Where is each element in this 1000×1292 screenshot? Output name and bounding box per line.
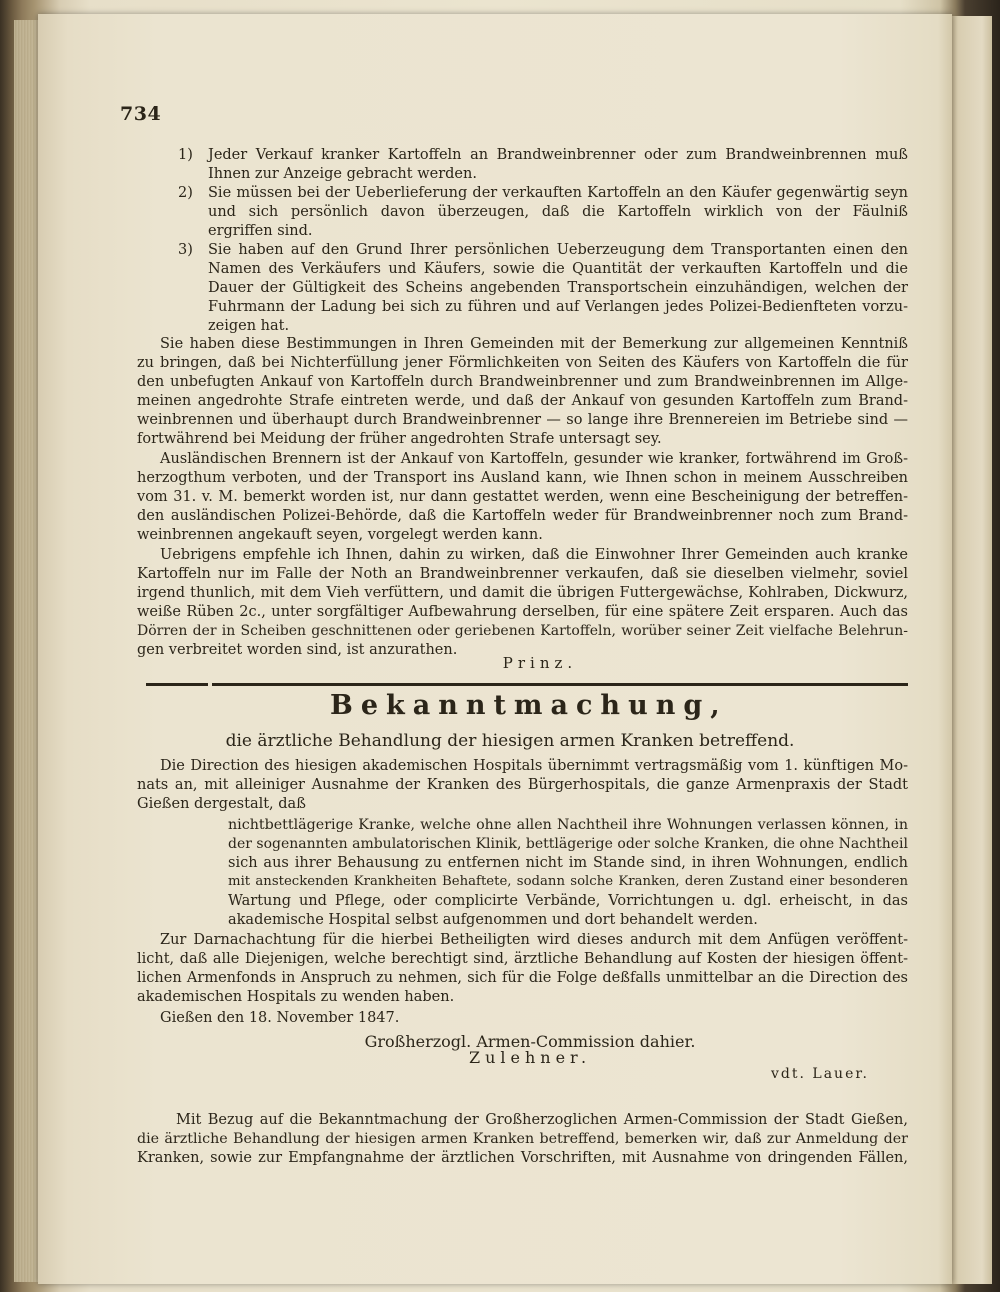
paragraph-line: weinbrennen und überhaupt durch Brandweinbrenner — so lange ihre Brennereien im Betriebe sind —	[137, 412, 908, 428]
issuing-authority: Großherzogl. Armen-Commission dahier.	[364, 1032, 696, 1051]
divider-rule-right	[212, 683, 908, 686]
paragraph-line: irgend thunlich, mit dem Vieh verfüttern, und damit die übrigen Futtergewächse, Kohlraben, Dickwurz,	[137, 585, 908, 601]
list-number: 2)	[178, 185, 193, 201]
paragraph-line: nats an, mit alleiniger Ausnahme der Kranken des Bürgerhospitals, die ganze Armenpraxis der Stadt	[137, 777, 908, 793]
divider-rule-left	[146, 683, 208, 686]
paragraph-line: den unbefugten Ankauf von Kartoffeln durch Brandweinbrenner und zum Brandweinbrennen im Allge-	[137, 374, 908, 390]
paragraph-line: die ärztliche Behandlung der hiesigen armen Kranken betreffend, bemerken wir, daß zur Anmeldung der	[137, 1131, 908, 1147]
paragraph-line: weiße Rüben 2c., unter sorgfältiger Aufbewahrung derselben, für eine spätere Zeit ersparen. Auch das	[137, 604, 908, 620]
book-page-edges-left	[14, 20, 40, 1282]
page-number: 734	[120, 103, 162, 125]
paragraph-line: Uebrigens empfehle ich Ihnen, dahin zu wirken, daß die Einwohner Ihrer Gemeinden auch kranke	[160, 547, 908, 563]
list-number: 1)	[178, 147, 193, 163]
paragraph-line: Dörren der in Scheiben geschnittenen oder geriebenen Kartoffeln, worüber seiner Zeit vielfache Belehrun-	[137, 623, 908, 639]
paragraph-line: weinbrennen angekauft seyen, vorgelegt werden kann.	[137, 527, 543, 543]
list-item-line: Sie müssen bei der Ueberlieferung der verkauften Kartoffeln an den Käufer gegenwärtig seyn	[208, 185, 908, 201]
paragraph-line: licht, daß alle Diejenigen, welche berechtigt sind, ärztliche Behandlung auf Kosten der hiesigen öffent-	[137, 951, 908, 967]
paragraph-line: Kartoffeln nur im Falle der Noth an Brandweinbrenner verkaufen, daß sie dieselben vielmehr, soviel	[137, 566, 908, 582]
paragraph-line: vom 31. v. M. bemerkt worden ist, nur dann gestattet werden, wenn eine Bescheinigung der betreffen-	[137, 489, 908, 505]
paragraph-line: akademische Hospital selbst aufgenommen und dort behandelt werden.	[228, 912, 758, 928]
book-page-edges-right	[952, 16, 992, 1284]
paragraph-line: Die Direction des hiesigen akademischen Hospitals übernimmt vertragsmäßig vom 1. künftigen Mo-	[160, 758, 908, 774]
dateline: Gießen den 18. November 1847.	[160, 1010, 400, 1026]
list-item-line: zeigen hat.	[208, 318, 290, 334]
paragraph-line: fortwährend bei Meidung der früher angedrohten Strafe untersagt sey.	[137, 431, 662, 447]
paragraph-line: meinen angedrohte Strafe eintreten werde, und daß der Ankauf von gesunden Kartoffeln zum Brand-	[137, 393, 908, 409]
paragraph-line: Gießen dergestalt, daß	[137, 796, 306, 812]
list-number: 3)	[178, 242, 193, 258]
paragraph-line: den ausländischen Polizei-Behörde, daß die Kartoffeln weder für Brandweinbrenner noch zum Brand-	[137, 508, 908, 524]
announcement-heading: Bekanntmachung,	[330, 690, 728, 721]
paragraph-line: herzogthum verboten, und der Transport ins Ausland kann, wie Ihnen schon in meinem Ausschreiben	[137, 470, 908, 486]
list-item-line: Sie haben auf den Grund Ihrer persönlichen Ueberzeugung dem Transportanten einen den	[208, 242, 908, 258]
list-item-line: und sich persönlich davon überzeugen, daß die Kartoffeln wirklich von der Fäulniß	[208, 204, 908, 220]
list-item-line: Dauer der Gültigkeit des Scheins angebenden Transportschein einzuhändigen, welchen der	[208, 280, 908, 296]
paragraph-line: Zur Darnachachtung für die hierbei Betheiligten wird dieses andurch mit dem Anfügen veröffent-	[160, 932, 908, 948]
paragraph-line: lichen Armenfonds in Anspruch zu nehmen, sich für die Folge deßfalls unmittelbar an die Direction des	[137, 970, 908, 986]
paragraph-line: nichtbettlägerige Kranke, welche ohne allen Nachtheil ihre Wohnungen verlassen können, in	[228, 817, 908, 833]
list-item-line: ergriffen sind.	[208, 223, 313, 239]
paragraph-line: sich aus ihrer Behausung zu entfernen nicht im Stande sind, in ihren Wohnungen, endlich	[228, 855, 908, 871]
paragraph-line: akademischen Hospitals zu wenden haben.	[137, 989, 455, 1005]
paragraph-line: Kranken, sowie zur Empfangnahme der ärztlichen Vorschriften, mit Ausnahme von dringenden Fällen,	[137, 1150, 908, 1166]
paragraph-line: gen verbreitet worden sind, ist anzurathen.	[137, 642, 458, 658]
vdt-signature: vdt. Lauer.	[771, 1066, 869, 1082]
list-item-line: Jeder Verkauf kranker Kartoffeln an Brandweinbrenner oder zum Brandweinbrennen muß	[208, 147, 908, 163]
signature-zulehner: Zulehner.	[468, 1048, 592, 1067]
paragraph-line: Wartung und Pflege, oder complicirte Verbände, Vorrichtungen u. dgl. erheischt, in das	[228, 893, 908, 909]
list-item-line: Namen des Verkäufers und Käufers, sowie die Quantität der verkauften Kartoffeln und die	[208, 261, 908, 277]
paragraph-line: Mit Bezug auf die Bekanntmachung der Großherzoglichen Armen-Commission der Stadt Gießen,	[176, 1112, 908, 1128]
paragraph-line: mit ansteckenden Krankheiten Behaftete, sodann solche Kranken, deren Zustand einer besonderen	[228, 874, 908, 889]
paragraph-line: zu bringen, daß bei Nichterfüllung jener Förmlichkeiten von Seiten des Käufers von Kartoffeln die für	[137, 355, 908, 371]
list-item-line: Ihnen zur Anzeige gebracht werden.	[208, 166, 477, 182]
signature-prinz: Prinz.	[502, 654, 578, 672]
announcement-subheading: die ärztliche Behandlung der hiesigen armen Kranken betreffend.	[225, 731, 795, 751]
paragraph-line: Ausländischen Brennern ist der Ankauf von Kartoffeln, gesunder wie kranker, fortwährend im Groß-	[160, 451, 908, 467]
list-item-line: Fuhrmann der Ladung bei sich zu führen und auf Verlangen jedes Polizei-Bedienfteten vorzu-	[208, 299, 908, 315]
paragraph-line: der sogenannten ambulatorischen Klinik, bettlägerige oder solche Kranken, die ohne Nachtheil	[228, 836, 908, 852]
paragraph-line: Sie haben diese Bestimmungen in Ihren Gemeinden mit der Bemerkung zur allgemeinen Kenntniß	[160, 336, 908, 352]
